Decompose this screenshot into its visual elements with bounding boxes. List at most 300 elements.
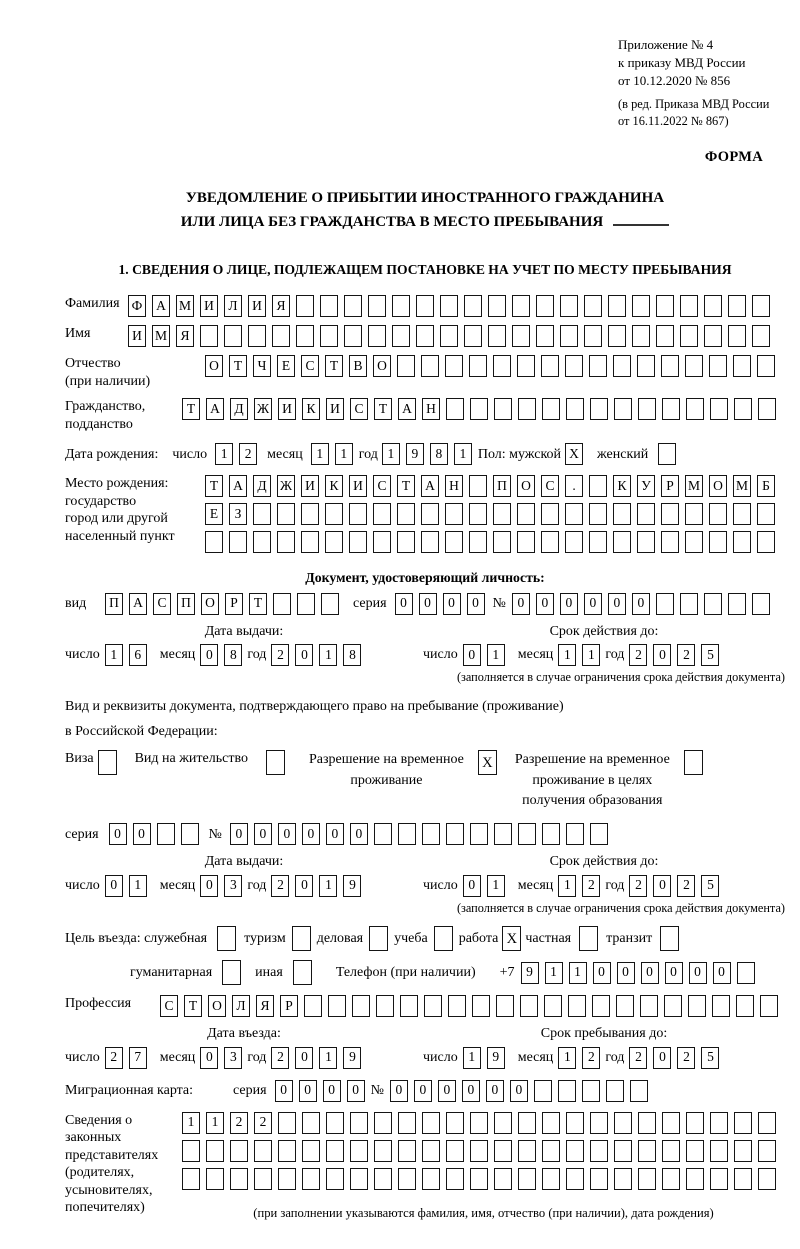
char-cell[interactable]: 0	[109, 823, 127, 845]
char-cell[interactable]	[541, 355, 559, 377]
char-cell[interactable]	[760, 995, 778, 1017]
char-cell[interactable]	[512, 295, 530, 317]
char-cell[interactable]: 0	[665, 962, 683, 984]
char-cell[interactable]: 0	[536, 593, 554, 615]
char-cell[interactable]: И	[349, 475, 367, 497]
char-cell[interactable]: 2	[239, 443, 257, 465]
char-cell[interactable]: О	[201, 593, 219, 615]
char-cell[interactable]	[494, 1168, 512, 1190]
char-cell[interactable]: Р	[280, 995, 298, 1017]
char-cell[interactable]: 0	[463, 875, 481, 897]
char-cell[interactable]: 1	[319, 875, 337, 897]
char-cell[interactable]: 2	[677, 644, 695, 666]
char-cell[interactable]: И	[301, 475, 319, 497]
char-cell[interactable]: И	[128, 325, 146, 347]
char-cell[interactable]: 0	[323, 1080, 341, 1102]
char-cell[interactable]	[686, 1112, 704, 1134]
char-cell[interactable]	[344, 325, 362, 347]
char-cell[interactable]: 0	[254, 823, 272, 845]
char-cell[interactable]	[566, 1112, 584, 1134]
char-cell[interactable]	[638, 1112, 656, 1134]
char-cell[interactable]	[400, 995, 418, 1017]
char-cell[interactable]	[398, 1168, 416, 1190]
char-cell[interactable]	[637, 531, 655, 553]
residence-permit-checkbox[interactable]	[266, 750, 285, 775]
char-cell[interactable]	[494, 823, 512, 845]
char-cell[interactable]	[712, 995, 730, 1017]
char-cell[interactable]	[494, 1140, 512, 1162]
char-cell[interactable]	[752, 593, 770, 615]
char-cell[interactable]	[421, 503, 439, 525]
char-cell[interactable]	[560, 325, 578, 347]
char-cell[interactable]: Ф	[128, 295, 146, 317]
char-cell[interactable]	[734, 398, 752, 420]
char-cell[interactable]	[397, 503, 415, 525]
char-cell[interactable]	[325, 503, 343, 525]
char-cell[interactable]: 0	[512, 593, 530, 615]
char-cell[interactable]: С	[160, 995, 178, 1017]
char-cell[interactable]	[733, 503, 751, 525]
char-cell[interactable]: 0	[278, 823, 296, 845]
char-cell[interactable]	[542, 823, 560, 845]
char-cell[interactable]: 0	[653, 644, 671, 666]
char-cell[interactable]	[254, 1168, 272, 1190]
char-cell[interactable]	[446, 398, 464, 420]
char-cell[interactable]	[253, 503, 271, 525]
char-cell[interactable]	[517, 503, 535, 525]
char-cell[interactable]	[565, 355, 583, 377]
char-cell[interactable]	[424, 995, 442, 1017]
char-cell[interactable]: С	[541, 475, 559, 497]
char-cell[interactable]	[734, 1168, 752, 1190]
char-cell[interactable]	[758, 1168, 776, 1190]
char-cell[interactable]	[422, 1140, 440, 1162]
char-cell[interactable]	[422, 1168, 440, 1190]
char-cell[interactable]: 9	[521, 962, 539, 984]
char-cell[interactable]	[278, 1140, 296, 1162]
char-cell[interactable]	[616, 995, 634, 1017]
char-cell[interactable]: 1	[206, 1112, 224, 1134]
char-cell[interactable]	[685, 531, 703, 553]
char-cell[interactable]: 1	[487, 644, 505, 666]
char-cell[interactable]	[632, 325, 650, 347]
char-cell[interactable]	[752, 295, 770, 317]
char-cell[interactable]	[638, 398, 656, 420]
char-cell[interactable]	[638, 1140, 656, 1162]
char-cell[interactable]	[541, 531, 559, 553]
char-cell[interactable]	[736, 995, 754, 1017]
char-cell[interactable]: Н	[445, 475, 463, 497]
char-cell[interactable]: 0	[133, 823, 151, 845]
char-cell[interactable]	[320, 295, 338, 317]
char-cell[interactable]	[590, 1168, 608, 1190]
char-cell[interactable]	[494, 1112, 512, 1134]
char-cell[interactable]: 2	[254, 1112, 272, 1134]
char-cell[interactable]	[301, 503, 319, 525]
char-cell[interactable]	[493, 503, 511, 525]
char-cell[interactable]: 1	[558, 875, 576, 897]
char-cell[interactable]	[368, 325, 386, 347]
char-cell[interactable]	[349, 503, 367, 525]
char-cell[interactable]: А	[152, 295, 170, 317]
char-cell[interactable]	[422, 823, 440, 845]
char-cell[interactable]	[637, 355, 655, 377]
char-cell[interactable]	[470, 1112, 488, 1134]
char-cell[interactable]: А	[398, 398, 416, 420]
char-cell[interactable]: В	[349, 355, 367, 377]
char-cell[interactable]: Е	[205, 503, 223, 525]
char-cell[interactable]: А	[229, 475, 247, 497]
char-cell[interactable]: 1	[545, 962, 563, 984]
char-cell[interactable]: 2	[105, 1047, 123, 1069]
char-cell[interactable]: 0	[200, 875, 218, 897]
char-cell[interactable]	[493, 355, 511, 377]
char-cell[interactable]: 1	[463, 1047, 481, 1069]
char-cell[interactable]	[565, 531, 583, 553]
char-cell[interactable]	[488, 295, 506, 317]
char-cell[interactable]: С	[373, 475, 391, 497]
char-cell[interactable]	[470, 823, 488, 845]
char-cell[interactable]: С	[301, 355, 319, 377]
char-cell[interactable]	[470, 398, 488, 420]
char-cell[interactable]: 1	[382, 443, 400, 465]
char-cell[interactable]	[737, 962, 755, 984]
char-cell[interactable]: 0	[302, 823, 320, 845]
char-cell[interactable]	[584, 295, 602, 317]
char-cell[interactable]: Л	[232, 995, 250, 1017]
char-cell[interactable]	[278, 1168, 296, 1190]
char-cell[interactable]	[614, 1112, 632, 1134]
char-cell[interactable]	[373, 503, 391, 525]
char-cell[interactable]	[157, 823, 175, 845]
char-cell[interactable]: А	[129, 593, 147, 615]
char-cell[interactable]: 1	[215, 443, 233, 465]
char-cell[interactable]	[464, 325, 482, 347]
char-cell[interactable]	[470, 1140, 488, 1162]
char-cell[interactable]: Б	[757, 475, 775, 497]
char-cell[interactable]	[757, 355, 775, 377]
char-cell[interactable]	[728, 295, 746, 317]
char-cell[interactable]: 1	[129, 875, 147, 897]
char-cell[interactable]	[296, 325, 314, 347]
char-cell[interactable]: 0	[275, 1080, 293, 1102]
char-cell[interactable]	[566, 823, 584, 845]
char-cell[interactable]	[373, 531, 391, 553]
char-cell[interactable]: Ч	[253, 355, 271, 377]
char-cell[interactable]: У	[637, 475, 655, 497]
char-cell[interactable]: 0	[689, 962, 707, 984]
char-cell[interactable]	[734, 1140, 752, 1162]
char-cell[interactable]: О	[205, 355, 223, 377]
char-cell[interactable]: 0	[463, 644, 481, 666]
char-cell[interactable]: 9	[406, 443, 424, 465]
char-cell[interactable]	[686, 1168, 704, 1190]
char-cell[interactable]: 0	[510, 1080, 528, 1102]
char-cell[interactable]: 0	[653, 1047, 671, 1069]
char-cell[interactable]: 2	[629, 644, 647, 666]
char-cell[interactable]: 1	[558, 644, 576, 666]
char-cell[interactable]	[685, 503, 703, 525]
char-cell[interactable]: Ж	[254, 398, 272, 420]
char-cell[interactable]	[374, 823, 392, 845]
char-cell[interactable]	[368, 295, 386, 317]
char-cell[interactable]	[182, 1140, 200, 1162]
char-cell[interactable]	[614, 1168, 632, 1190]
char-cell[interactable]	[709, 531, 727, 553]
char-cell[interactable]: 1	[182, 1112, 200, 1134]
char-cell[interactable]	[494, 398, 512, 420]
char-cell[interactable]	[488, 325, 506, 347]
temp-permit-checkbox[interactable]: X	[478, 750, 497, 775]
char-cell[interactable]	[608, 295, 626, 317]
char-cell[interactable]: 8	[343, 644, 361, 666]
char-cell[interactable]	[589, 503, 607, 525]
char-cell[interactable]	[662, 1168, 680, 1190]
char-cell[interactable]: Я	[272, 295, 290, 317]
char-cell[interactable]: П	[177, 593, 195, 615]
char-cell[interactable]: К	[325, 475, 343, 497]
char-cell[interactable]	[566, 1140, 584, 1162]
char-cell[interactable]: 2	[629, 1047, 647, 1069]
char-cell[interactable]	[542, 1140, 560, 1162]
char-cell[interactable]: 9	[487, 1047, 505, 1069]
char-cell[interactable]	[709, 355, 727, 377]
char-cell[interactable]	[350, 1112, 368, 1134]
char-cell[interactable]: 7	[129, 1047, 147, 1069]
char-cell[interactable]	[541, 503, 559, 525]
char-cell[interactable]	[638, 1168, 656, 1190]
char-cell[interactable]	[277, 531, 295, 553]
char-cell[interactable]: 0	[560, 593, 578, 615]
char-cell[interactable]: М	[176, 295, 194, 317]
char-cell[interactable]: Я	[176, 325, 194, 347]
char-cell[interactable]: 2	[677, 1047, 695, 1069]
char-cell[interactable]	[349, 531, 367, 553]
char-cell[interactable]: 0	[632, 593, 650, 615]
char-cell[interactable]: М	[733, 475, 751, 497]
char-cell[interactable]: 8	[430, 443, 448, 465]
char-cell[interactable]	[592, 995, 610, 1017]
char-cell[interactable]: Р	[225, 593, 243, 615]
char-cell[interactable]: 9	[343, 875, 361, 897]
char-cell[interactable]	[469, 475, 487, 497]
char-cell[interactable]	[733, 531, 751, 553]
char-cell[interactable]: 0	[200, 1047, 218, 1069]
char-cell[interactable]	[608, 325, 626, 347]
char-cell[interactable]	[326, 1168, 344, 1190]
char-cell[interactable]	[493, 531, 511, 553]
char-cell[interactable]: 0	[295, 1047, 313, 1069]
char-cell[interactable]: Е	[277, 355, 295, 377]
char-cell[interactable]	[758, 1112, 776, 1134]
char-cell[interactable]	[710, 1112, 728, 1134]
char-cell[interactable]	[397, 355, 415, 377]
char-cell[interactable]	[520, 995, 538, 1017]
char-cell[interactable]	[566, 1168, 584, 1190]
char-cell[interactable]	[224, 325, 242, 347]
char-cell[interactable]: Ж	[277, 475, 295, 497]
char-cell[interactable]	[446, 1112, 464, 1134]
char-cell[interactable]	[321, 593, 339, 615]
char-cell[interactable]	[469, 531, 487, 553]
char-cell[interactable]	[517, 355, 535, 377]
char-cell[interactable]: 5	[701, 875, 719, 897]
char-cell[interactable]: О	[208, 995, 226, 1017]
char-cell[interactable]	[472, 995, 490, 1017]
char-cell[interactable]	[496, 995, 514, 1017]
char-cell[interactable]: 5	[701, 644, 719, 666]
char-cell[interactable]: Л	[224, 295, 242, 317]
char-cell[interactable]	[536, 295, 554, 317]
char-cell[interactable]: З	[229, 503, 247, 525]
char-cell[interactable]: 0	[295, 875, 313, 897]
purpose-private-checkbox[interactable]	[579, 926, 598, 951]
char-cell[interactable]	[613, 355, 631, 377]
char-cell[interactable]	[734, 1112, 752, 1134]
char-cell[interactable]	[302, 1140, 320, 1162]
char-cell[interactable]	[446, 1168, 464, 1190]
char-cell[interactable]	[518, 1112, 536, 1134]
char-cell[interactable]: 1	[319, 1047, 337, 1069]
char-cell[interactable]	[752, 325, 770, 347]
char-cell[interactable]: 1	[335, 443, 353, 465]
char-cell[interactable]	[277, 503, 295, 525]
char-cell[interactable]	[656, 325, 674, 347]
char-cell[interactable]	[376, 995, 394, 1017]
char-cell[interactable]: 2	[271, 875, 289, 897]
char-cell[interactable]: 2	[629, 875, 647, 897]
char-cell[interactable]	[710, 1140, 728, 1162]
char-cell[interactable]	[422, 1112, 440, 1134]
char-cell[interactable]: 2	[271, 1047, 289, 1069]
char-cell[interactable]	[448, 995, 466, 1017]
char-cell[interactable]	[421, 355, 439, 377]
char-cell[interactable]: 1	[487, 875, 505, 897]
char-cell[interactable]: 0	[295, 644, 313, 666]
char-cell[interactable]	[230, 1140, 248, 1162]
char-cell[interactable]	[536, 325, 554, 347]
char-cell[interactable]	[392, 295, 410, 317]
sex-male-checkbox[interactable]: X	[565, 443, 583, 465]
char-cell[interactable]	[470, 1168, 488, 1190]
char-cell[interactable]	[328, 995, 346, 1017]
char-cell[interactable]: Т	[229, 355, 247, 377]
char-cell[interactable]	[661, 531, 679, 553]
char-cell[interactable]	[301, 531, 319, 553]
char-cell[interactable]	[253, 531, 271, 553]
char-cell[interactable]	[206, 1140, 224, 1162]
char-cell[interactable]	[686, 1140, 704, 1162]
char-cell[interactable]: 0	[641, 962, 659, 984]
char-cell[interactable]: И	[278, 398, 296, 420]
purpose-business-checkbox[interactable]	[369, 926, 388, 951]
char-cell[interactable]: 2	[230, 1112, 248, 1134]
char-cell[interactable]: 0	[462, 1080, 480, 1102]
char-cell[interactable]: 0	[617, 962, 635, 984]
char-cell[interactable]: Д	[230, 398, 248, 420]
char-cell[interactable]	[589, 355, 607, 377]
char-cell[interactable]	[518, 1168, 536, 1190]
char-cell[interactable]	[637, 503, 655, 525]
char-cell[interactable]: О	[517, 475, 535, 497]
char-cell[interactable]	[590, 1112, 608, 1134]
char-cell[interactable]: 6	[129, 644, 147, 666]
char-cell[interactable]: 9	[343, 1047, 361, 1069]
char-cell[interactable]	[613, 531, 631, 553]
char-cell[interactable]	[392, 325, 410, 347]
char-cell[interactable]	[662, 1112, 680, 1134]
char-cell[interactable]: 0	[390, 1080, 408, 1102]
char-cell[interactable]	[296, 295, 314, 317]
char-cell[interactable]: С	[153, 593, 171, 615]
char-cell[interactable]	[278, 1112, 296, 1134]
char-cell[interactable]	[566, 398, 584, 420]
char-cell[interactable]	[446, 823, 464, 845]
char-cell[interactable]	[758, 398, 776, 420]
char-cell[interactable]	[304, 995, 322, 1017]
char-cell[interactable]: 0	[593, 962, 611, 984]
char-cell[interactable]: 0	[653, 875, 671, 897]
char-cell[interactable]	[582, 1080, 600, 1102]
char-cell[interactable]	[534, 1080, 552, 1102]
char-cell[interactable]: Т	[325, 355, 343, 377]
char-cell[interactable]	[662, 398, 680, 420]
char-cell[interactable]	[757, 503, 775, 525]
char-cell[interactable]: Д	[253, 475, 271, 497]
char-cell[interactable]	[200, 325, 218, 347]
char-cell[interactable]	[416, 295, 434, 317]
char-cell[interactable]	[446, 1140, 464, 1162]
char-cell[interactable]	[664, 995, 682, 1017]
char-cell[interactable]	[182, 1168, 200, 1190]
char-cell[interactable]	[445, 503, 463, 525]
char-cell[interactable]	[733, 355, 751, 377]
char-cell[interactable]: 0	[414, 1080, 432, 1102]
char-cell[interactable]	[560, 295, 578, 317]
char-cell[interactable]	[590, 823, 608, 845]
char-cell[interactable]	[614, 1140, 632, 1162]
char-cell[interactable]: 2	[271, 644, 289, 666]
char-cell[interactable]	[352, 995, 370, 1017]
purpose-other-checkbox[interactable]	[293, 960, 312, 985]
char-cell[interactable]	[704, 593, 722, 615]
char-cell[interactable]: 0	[608, 593, 626, 615]
char-cell[interactable]	[344, 295, 362, 317]
char-cell[interactable]	[398, 823, 416, 845]
char-cell[interactable]: Т	[184, 995, 202, 1017]
char-cell[interactable]: 0	[443, 593, 461, 615]
char-cell[interactable]: 8	[224, 644, 242, 666]
char-cell[interactable]	[542, 1168, 560, 1190]
char-cell[interactable]	[518, 1140, 536, 1162]
char-cell[interactable]: Т	[397, 475, 415, 497]
purpose-transit-checkbox[interactable]	[660, 926, 679, 951]
char-cell[interactable]	[205, 531, 223, 553]
char-cell[interactable]	[704, 325, 722, 347]
char-cell[interactable]	[728, 325, 746, 347]
char-cell[interactable]: 0	[713, 962, 731, 984]
char-cell[interactable]	[757, 531, 775, 553]
char-cell[interactable]	[302, 1112, 320, 1134]
char-cell[interactable]	[398, 1112, 416, 1134]
char-cell[interactable]: П	[105, 593, 123, 615]
char-cell[interactable]: О	[709, 475, 727, 497]
char-cell[interactable]: 1	[454, 443, 472, 465]
char-cell[interactable]	[568, 995, 586, 1017]
char-cell[interactable]	[613, 503, 631, 525]
char-cell[interactable]: И	[326, 398, 344, 420]
char-cell[interactable]	[272, 325, 290, 347]
